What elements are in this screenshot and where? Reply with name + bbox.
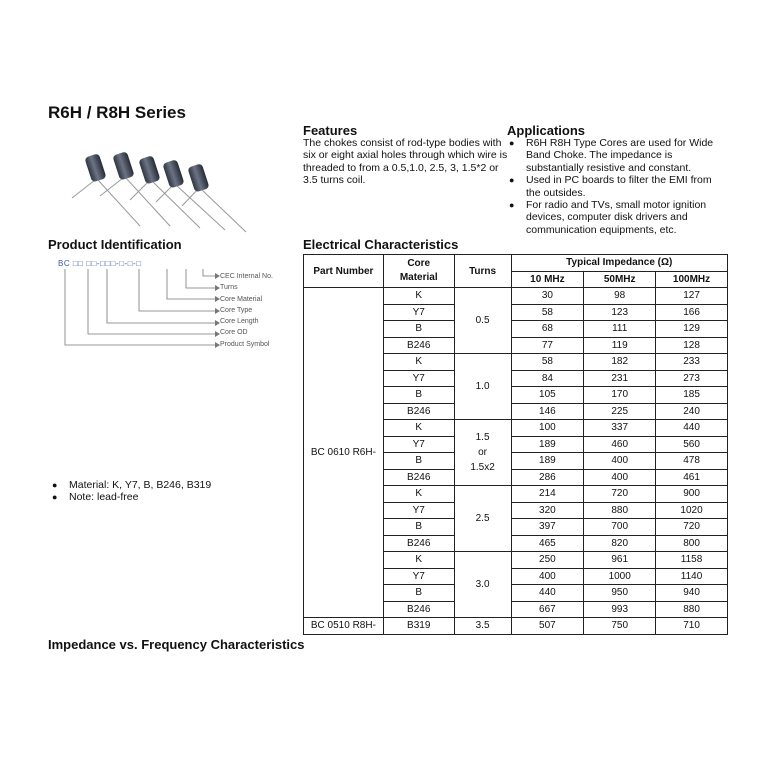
impedance-value-cell: 189: [511, 453, 584, 470]
impedance-value-cell: 166: [656, 304, 728, 321]
header-10mhz: 10 MHz: [511, 271, 584, 288]
impedance-value-cell: 750: [584, 618, 656, 635]
code-label-cec-no: CEC Internal No.: [220, 273, 273, 280]
core-material-cell: B: [383, 585, 454, 602]
impedance-value-cell: 880: [656, 601, 728, 618]
electrical-table-body: [304, 288, 728, 635]
impedance-value-cell: 111: [584, 321, 656, 338]
core-material-cell: B: [383, 519, 454, 536]
page-title: R6H / R8H Series: [48, 103, 186, 122]
impedance-value-cell: 400: [584, 469, 656, 486]
core-material-cell: Y7: [383, 370, 454, 387]
impedance-value-cell: 507: [511, 618, 584, 635]
core-material-cell: B: [383, 453, 454, 470]
turns-cell: 3.0: [454, 552, 511, 618]
impedance-value-cell: 273: [656, 370, 728, 387]
impedance-value-cell: 397: [511, 519, 584, 536]
core-material-cell: B246: [383, 469, 454, 486]
code-label-core-length: Core Length: [220, 318, 259, 326]
impedance-value-cell: 800: [656, 535, 728, 552]
product-code-diagram: [55, 268, 220, 350]
impedance-value-cell: 129: [656, 321, 728, 338]
choke-bead-5: [182, 163, 246, 232]
impedance-value-cell: 170: [584, 387, 656, 404]
impedance-value-cell: 214: [511, 486, 584, 503]
features-heading: Features: [303, 123, 358, 138]
impedance-value-cell: 119: [584, 337, 656, 354]
core-material-cell: K: [383, 354, 454, 371]
impedance-value-cell: 700: [584, 519, 656, 536]
impedance-value-cell: 710: [656, 618, 728, 635]
impedance-value-cell: 1020: [656, 502, 728, 519]
impedance-value-cell: 58: [511, 304, 584, 321]
impedance-value-cell: 440: [656, 420, 728, 437]
product-photo: [60, 140, 250, 235]
applications-item: ● R6H R8H Type Cores are used for Wide Band Choke. The impedance is substantially resistive and constant.: [507, 137, 722, 174]
impedance-value-cell: 820: [584, 535, 656, 552]
impedance-value-cell: 961: [584, 552, 656, 569]
turns-cell: 0.5: [454, 288, 511, 354]
core-material-cell: B246: [383, 601, 454, 618]
impedance-value-cell: 123: [584, 304, 656, 321]
table-row: [304, 618, 728, 635]
product-code: BC □□ □□-□□□-□-□-□: [58, 259, 142, 268]
turns-cell: 1.5 or 1.5x2: [454, 420, 511, 486]
impedance-heading: Impedance vs. Frequency Characteristics: [48, 637, 305, 652]
impedance-value-cell: 146: [511, 403, 584, 420]
product-identification-heading: Product Identification: [48, 237, 182, 252]
turns-cell: 3.5: [454, 618, 511, 635]
note-material: ● Material: K, Y7, B, B246, B319: [50, 479, 211, 491]
code-label-turns: Turns: [220, 284, 238, 292]
core-material-cell: K: [383, 552, 454, 569]
applications-item: ● Used in PC boards to filter the EMI from the outsides.: [507, 174, 722, 199]
applications-list: [507, 137, 722, 236]
impedance-value-cell: 465: [511, 535, 584, 552]
impedance-value-cell: 460: [584, 436, 656, 453]
impedance-value-cell: 98: [584, 288, 656, 305]
core-material-cell: K: [383, 486, 454, 503]
impedance-value-cell: 1140: [656, 568, 728, 585]
header-100mhz: 100MHz: [656, 271, 728, 288]
impedance-value-cell: 337: [584, 420, 656, 437]
core-material-cell: Y7: [383, 304, 454, 321]
product-code-labels: [220, 271, 273, 350]
turns-cell: 1.0: [454, 354, 511, 420]
impedance-value-cell: 189: [511, 436, 584, 453]
header-part-number: Part Number: [304, 255, 384, 288]
impedance-value-cell: 440: [511, 585, 584, 602]
impedance-value-cell: 720: [656, 519, 728, 536]
features-text: The chokes consist of rod-type bodies with six or eight axial holes through which wire is threaded to from a 0.5,1.0, 2.5, 3, 1.5*2 or 3.5 turns coil.: [303, 137, 508, 187]
core-material-cell: B246: [383, 403, 454, 420]
impedance-value-cell: 950: [584, 585, 656, 602]
impedance-value-cell: 478: [656, 453, 728, 470]
impedance-value-cell: 900: [656, 486, 728, 503]
impedance-value-cell: 77: [511, 337, 584, 354]
code-label-core-od: Core OD: [220, 329, 248, 337]
impedance-value-cell: 250: [511, 552, 584, 569]
impedance-value-cell: 68: [511, 321, 584, 338]
core-material-cell: B: [383, 321, 454, 338]
core-material-cell: B319: [383, 618, 454, 635]
impedance-value-cell: 880: [584, 502, 656, 519]
impedance-value-cell: 940: [656, 585, 728, 602]
applications-heading: Applications: [507, 123, 586, 138]
code-label-product-symbol: Product Symbol: [220, 340, 270, 348]
impedance-value-cell: 100: [511, 420, 584, 437]
table-row: [304, 288, 728, 305]
impedance-value-cell: 667: [511, 601, 584, 618]
header-core-material: Core Material: [383, 255, 454, 288]
header-typical-impedance: Typical Impedance (Ω): [511, 255, 727, 272]
impedance-value-cell: 560: [656, 436, 728, 453]
impedance-value-cell: 182: [584, 354, 656, 371]
impedance-value-cell: 461: [656, 469, 728, 486]
part-number-cell: BC 0510 R8H-: [304, 618, 384, 635]
impedance-value-cell: 225: [584, 403, 656, 420]
impedance-value-cell: 993: [584, 601, 656, 618]
impedance-value-cell: 105: [511, 387, 584, 404]
core-material-cell: K: [383, 420, 454, 437]
impedance-value-cell: 231: [584, 370, 656, 387]
core-material-cell: B: [383, 387, 454, 404]
impedance-value-cell: 127: [656, 288, 728, 305]
applications-item: ● For radio and TVs, small motor ignition devices, computer disk drivers and communication equipments, etc.: [507, 199, 722, 236]
impedance-value-cell: 1000: [584, 568, 656, 585]
impedance-value-cell: 84: [511, 370, 584, 387]
header-50mhz: 50MHz: [584, 271, 656, 288]
turns-cell: 2.5: [454, 486, 511, 552]
header-turns: Turns: [454, 255, 511, 288]
impedance-value-cell: 720: [584, 486, 656, 503]
core-material-cell: Y7: [383, 568, 454, 585]
core-material-cell: B246: [383, 337, 454, 354]
impedance-value-cell: 30: [511, 288, 584, 305]
note-lead-free: ● Note: lead-free: [50, 491, 211, 503]
code-label-core-type: Core Type: [220, 306, 253, 314]
notes-list: [50, 479, 211, 504]
impedance-value-cell: 1158: [656, 552, 728, 569]
electrical-heading: Electrical Characteristics: [303, 237, 459, 252]
code-label-core-material: Core Material: [220, 295, 263, 303]
impedance-value-cell: 286: [511, 469, 584, 486]
impedance-value-cell: 240: [656, 403, 728, 420]
impedance-value-cell: 128: [656, 337, 728, 354]
impedance-value-cell: 185: [656, 387, 728, 404]
core-material-cell: B246: [383, 535, 454, 552]
impedance-value-cell: 58: [511, 354, 584, 371]
core-material-cell: Y7: [383, 502, 454, 519]
electrical-table: [303, 254, 728, 635]
part-number-cell: BC 0610 R6H-: [304, 288, 384, 618]
impedance-value-cell: 233: [656, 354, 728, 371]
core-material-cell: K: [383, 288, 454, 305]
core-material-cell: Y7: [383, 436, 454, 453]
impedance-value-cell: 400: [584, 453, 656, 470]
impedance-value-cell: 400: [511, 568, 584, 585]
impedance-value-cell: 320: [511, 502, 584, 519]
